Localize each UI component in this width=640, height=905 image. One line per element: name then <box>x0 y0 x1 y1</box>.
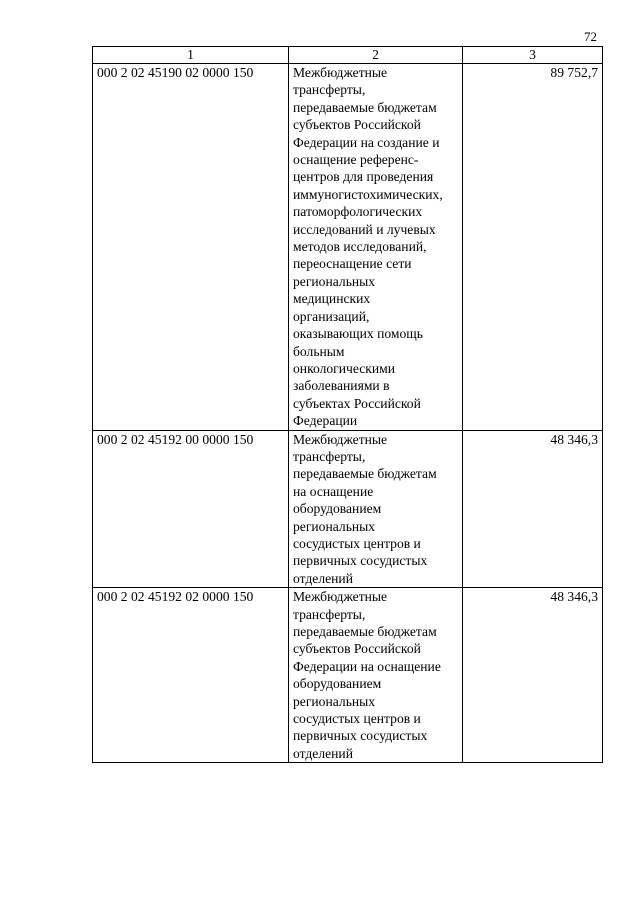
description-line: оказывающих помощь <box>293 326 423 342</box>
description-line: заболеваниями в <box>293 378 390 394</box>
description-line: отделений <box>293 570 353 586</box>
description-line: субъектах Российской <box>293 395 421 411</box>
description-line: переоснащение сети <box>293 256 412 272</box>
description-line: больным <box>293 343 345 359</box>
column-header-description: 2 <box>289 47 463 64</box>
description-line: трансферты, <box>293 606 366 622</box>
description-cell <box>289 588 463 763</box>
description-line: онкологическими <box>293 360 396 376</box>
amount-cell: 89 752,7 <box>463 64 603 431</box>
description-line: передаваемые бюджетам <box>293 99 437 115</box>
description-line: оборудованием <box>293 501 382 517</box>
description-line: региональных <box>293 518 376 534</box>
description-line: оборудованием <box>293 676 382 692</box>
description-line: субъектов Российской <box>293 117 421 133</box>
description-line: первичных сосудистых <box>293 728 428 744</box>
description-cell <box>289 430 463 588</box>
description-line: региональных <box>293 693 376 709</box>
description-line: трансферты, <box>293 448 366 464</box>
description-line: медицинских <box>293 291 371 307</box>
description-line: Межбюджетные <box>293 65 388 80</box>
description-line: методов исследований, <box>293 239 427 255</box>
table-row <box>93 430 603 588</box>
description-line: региональных <box>293 273 376 289</box>
description-cell <box>289 64 463 431</box>
description-line: сосудистых центров и <box>293 711 421 727</box>
description-line: Межбюджетные <box>293 431 388 447</box>
description-line: субъектов Российской <box>293 641 421 657</box>
budget-table <box>92 46 603 763</box>
description-line: Межбюджетные <box>293 589 388 605</box>
description-line: Федерации на создание и <box>293 134 440 150</box>
description-line: передаваемые бюджетам <box>293 466 437 482</box>
description-line: на оснащение <box>293 483 374 499</box>
amount-cell: 48 346,3 <box>463 430 603 588</box>
description-line: оснащение референс- <box>293 152 419 168</box>
budget-code-cell: 000 2 02 45192 00 0000 150 <box>93 430 289 588</box>
description-line: сосудистых центров и <box>293 535 421 551</box>
budget-code-cell: 000 2 02 45190 02 0000 150 <box>93 64 289 431</box>
table-row <box>93 588 603 763</box>
description-line: исследований и лучевых <box>293 221 436 237</box>
description-line: центров для проведения <box>293 169 434 185</box>
description-line: трансферты, <box>293 82 366 98</box>
description-line: иммуногистохимических, <box>293 186 443 202</box>
column-header-code: 1 <box>93 47 289 64</box>
table-header-row <box>93 47 603 64</box>
description-line: организаций, <box>293 308 370 324</box>
description-line: передаваемые бюджетам <box>293 624 437 639</box>
description-line: патоморфологических <box>293 204 423 220</box>
description-line: отделений <box>293 745 353 761</box>
table-row <box>93 64 603 431</box>
description-line: Федерации <box>293 413 358 429</box>
budget-code-cell: 000 2 02 45192 02 0000 150 <box>93 588 289 763</box>
column-header-amount: 3 <box>463 47 603 64</box>
amount-cell: 48 346,3 <box>463 588 603 763</box>
description-line: первичных сосудистых <box>293 553 428 569</box>
description-line: Федерации на оснащение <box>293 658 441 674</box>
page-number: 72 <box>584 29 597 44</box>
table-body <box>93 64 603 763</box>
